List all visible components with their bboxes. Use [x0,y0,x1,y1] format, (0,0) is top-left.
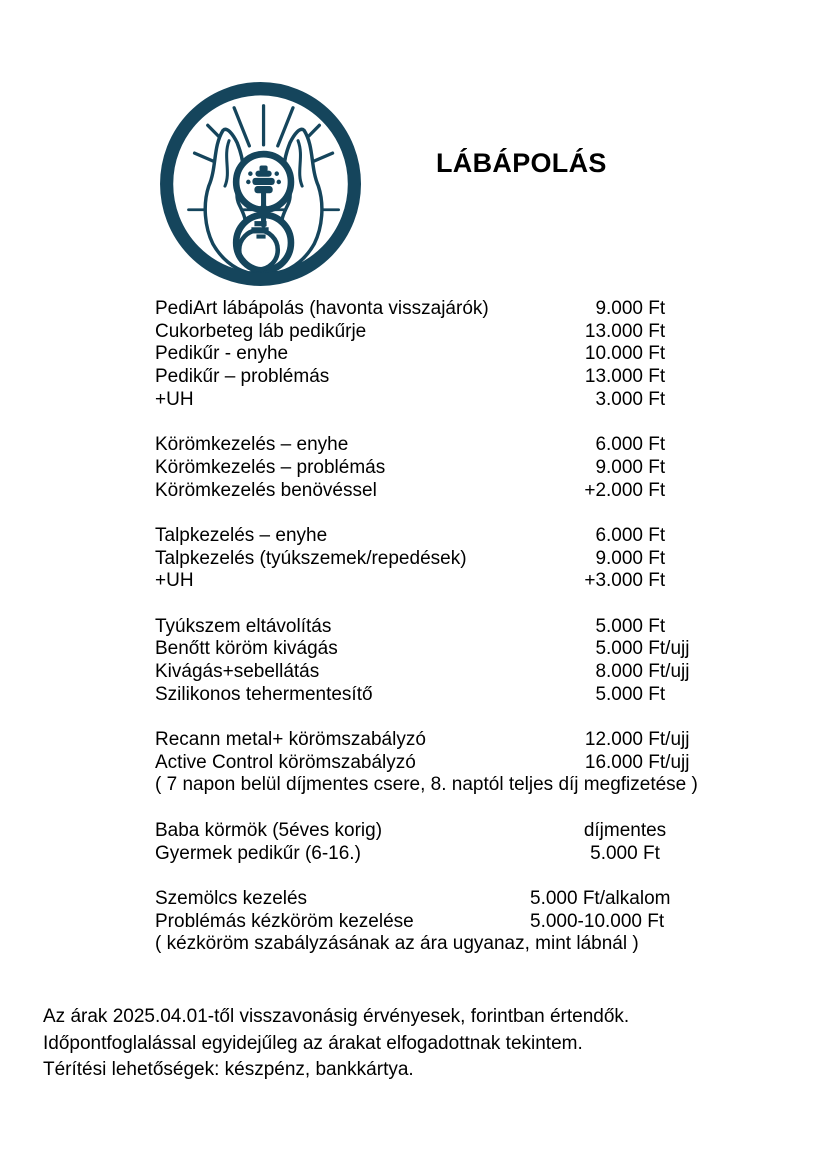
price-unit: Ft [643,388,666,410]
service-name: Active Control körömszabályzó [155,751,416,773]
footer-line-payment: Térítési lehetőségek: készpénz, bankkártya. [43,1059,414,1080]
price-section-rows [155,820,815,865]
price-unit: Ft/alkalom [577,887,671,909]
price-amount: 9.000 [595,547,643,569]
price-unit: Ft [643,434,666,456]
price-list-item [155,888,815,911]
price-list-item [155,321,815,344]
price-list-item [155,434,815,457]
footer-line-booking: Időpontfoglalással egyidejűleg az árakat elfogadottnak tekintem. [43,1032,583,1054]
price-list-item [155,820,815,843]
service-price [455,321,665,344]
price-amount: 9.000 [595,298,643,319]
service-price [455,457,665,480]
service-price [455,570,665,593]
price-list-item [155,661,815,684]
section-note: ( kézköröm szabályzásának az ára ugyanaz, mint lábnál ) [155,933,639,955]
price-list-item [155,366,815,389]
price-list-item [155,343,815,366]
service-price [455,684,665,707]
service-name: Gyermek pedikűr (6-16.) [155,842,361,864]
price-section [155,525,815,593]
service-price [455,548,665,571]
price-list-item [155,525,815,548]
price-section-rows [155,434,815,502]
price-amount: 5.000 [595,615,643,637]
service-name: Körömkezelés – enyhe [155,434,349,456]
price-amount: 12.000 [584,729,643,751]
service-price [455,525,665,548]
service-name: Baba körmök (5éves korig) [155,819,383,841]
service-name: +UH [155,388,194,410]
price-unit: Ft/ujj [643,638,690,660]
price-amount: 5.000-10.000 [530,910,642,932]
service-price [455,729,689,752]
service-name: Pedikűr – problémás [155,366,330,388]
service-price [455,343,665,366]
service-price [500,843,750,866]
service-price [455,616,665,639]
price-amount: 10.000 [584,343,643,365]
price-amount: 5.000 [595,638,643,660]
price-unit: Ft [637,842,660,864]
price-list-item [155,729,815,752]
feet-key-logo-icon [158,81,361,287]
price-section-rows [155,525,815,593]
price-section [155,888,815,956]
price-amount: 6.000 [595,524,643,546]
service-name: Cukorbeteg láb pedikűrje [155,320,367,342]
service-price [500,820,750,843]
price-amount: +2.000 [584,479,643,501]
service-name: Tyúkszem eltávolítás [155,615,332,637]
price-amount: 6.000 [595,434,643,456]
price-unit: Ft [642,910,665,932]
price-amount: 13.000 [584,320,643,342]
service-name: +UH [155,570,194,592]
service-price [530,888,670,911]
price-list-item [155,570,815,593]
section-note: ( 7 napon belül díjmentes csere, 8. naptól teljes díj megfizetése ) [155,774,698,796]
service-price [455,434,665,457]
price-section [155,298,815,411]
service-name: Szilikonos tehermentesítő [155,683,373,705]
price-list [155,298,815,979]
service-name: Talpkezelés – enyhe [155,524,328,546]
service-name: Problémás kézköröm kezelése [155,910,414,932]
price-section-rows [155,616,815,707]
price-unit: Ft/ujj [643,729,690,751]
price-unit: Ft/ujj [643,661,690,682]
price-unit: Ft [643,615,666,637]
service-name: Pedikűr - enyhe [155,343,289,365]
service-name: Szemölcs kezelés [155,887,308,909]
price-list-item [155,752,815,775]
price-list-item [155,298,815,321]
price-section [155,820,815,865]
page-title: LÁBÁPOLÁS [436,148,607,178]
price-section-rows [155,298,815,411]
service-price [530,911,664,934]
price-unit: Ft [643,524,666,546]
price-amount: +3.000 [584,570,643,592]
clinic-logo [158,81,361,287]
price-list-item [155,548,815,571]
service-name: Kivágás+sebellátás [155,661,320,682]
price-amount: 16.000 [584,751,643,773]
price-unit: Ft [643,479,666,501]
price-list-item [155,911,815,934]
price-amount: 3.000 [595,388,643,410]
service-name: PediArt lábápolás (havonta visszajárók) [155,298,489,319]
price-list-item [155,684,815,707]
price-unit: Ft [643,366,666,388]
price-unit: Ft [643,320,666,342]
price-list-item [155,480,815,503]
price-unit: Ft [643,547,666,569]
footer-line-validity: Az árak 2025.04.01-től visszavonásig érvényesek, forintban értendők. [43,1006,630,1027]
price-amount: 5.000 [595,683,643,705]
price-unit: Ft [643,456,666,478]
price-unit: Ft/ujj [643,751,690,773]
price-unit: Ft [643,570,666,592]
service-price [455,389,665,412]
service-price [455,480,665,503]
price-amount: 5.000 [530,887,578,909]
price-list-item [155,843,815,866]
service-price [455,752,689,775]
price-section-rows [155,729,815,774]
price-list-item [155,389,815,412]
price-list-item [155,616,815,639]
price-unit: Ft [643,343,666,365]
price-amount: díjmentes [583,819,667,841]
price-amount: 8.000 [595,661,643,682]
service-name: Benőtt köröm kivágás [155,638,338,660]
service-price [455,298,665,321]
service-price [455,661,689,684]
service-price [455,638,689,661]
price-section [155,434,815,502]
service-name: Körömkezelés – problémás [155,456,386,478]
price-list-item [155,638,815,661]
footer-notes [43,1004,629,1084]
price-section [155,729,815,797]
service-name: Körömkezelés benövéssel [155,479,377,501]
price-list-item [155,457,815,480]
price-unit: Ft [643,683,666,705]
price-section-rows [155,888,815,933]
price-unit: Ft [643,298,666,319]
service-name: Talpkezelés (tyúkszemek/repedések) [155,547,467,569]
service-name: Recann metal+ körömszabályzó [155,729,426,751]
price-amount: 13.000 [584,366,643,388]
price-amount: 5.000 [590,842,638,864]
price-section [155,616,815,707]
service-price [455,366,665,389]
price-amount: 9.000 [595,456,643,478]
